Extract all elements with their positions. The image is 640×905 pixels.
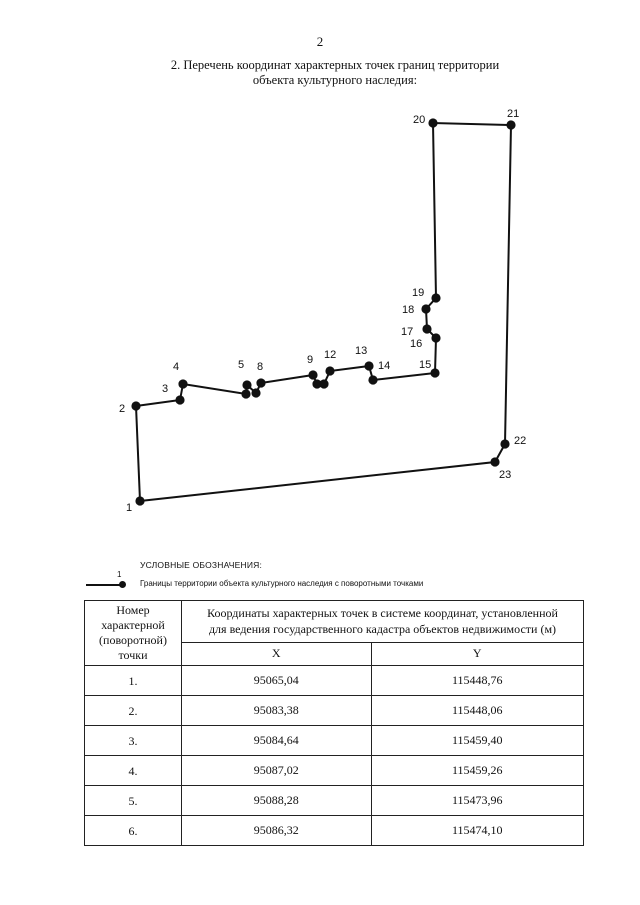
table-row: [85, 696, 584, 726]
turning-point: [431, 293, 440, 302]
cell-y: 115473,96: [371, 786, 583, 816]
table-row: [85, 816, 584, 846]
turning-point: [428, 118, 437, 127]
cell-x: 95088,28: [182, 786, 372, 816]
boundary-line: [136, 123, 511, 501]
turning-point: [325, 366, 334, 375]
turning-point: [431, 333, 440, 342]
cell-point-number: 4.: [85, 756, 182, 786]
turning-point: [506, 120, 515, 129]
cell-y: 115459,40: [371, 726, 583, 756]
point-label: 12: [324, 349, 337, 361]
turning-point: [256, 378, 265, 387]
point-label: 1: [126, 502, 133, 514]
cell-point-number: 6.: [85, 816, 182, 846]
legend-marker-number: 1: [117, 570, 122, 579]
turning-point: [422, 324, 431, 333]
cell-x: 95086,32: [182, 816, 372, 846]
turning-point: [241, 389, 250, 398]
page-number: 2: [316, 34, 324, 49]
point-label: 23: [499, 469, 512, 481]
point-label: 3: [162, 383, 169, 395]
point-label: 15: [419, 359, 432, 371]
turning-point: [319, 379, 328, 388]
turning-point: [490, 457, 499, 466]
turning-point: [430, 368, 439, 377]
point-label: 21: [507, 108, 520, 120]
legend-line-icon: [86, 584, 122, 586]
cell-x: 95084,64: [182, 726, 372, 756]
cell-point-number: 5.: [85, 786, 182, 816]
turning-point: [135, 496, 144, 505]
cell-point-number: 3.: [85, 726, 182, 756]
table-row: [85, 786, 584, 816]
header-y: Y: [371, 642, 583, 665]
table-row: [85, 726, 584, 756]
point-label: 19: [412, 287, 425, 299]
header-coordinates: Координаты характерных точек в системе координат, установленной для ведения государственного кадастра объектов недвижимости (м): [182, 601, 584, 643]
cell-y: 115448,06: [371, 696, 583, 726]
cell-y: 115474,10: [371, 816, 583, 846]
coordinates-table: [84, 600, 584, 846]
point-label: 4: [173, 361, 180, 373]
point-label: 14: [378, 360, 391, 372]
point-label: 9: [307, 354, 314, 366]
table-row: [85, 756, 584, 786]
cell-y: 115459,26: [371, 756, 583, 786]
cell-x: 95065,04: [182, 666, 372, 696]
point-label: 2: [119, 403, 126, 415]
point-label: 20: [413, 114, 426, 126]
turning-point: [364, 361, 373, 370]
point-label: 22: [514, 435, 527, 447]
point-label: 8: [257, 361, 264, 373]
legend-item: [84, 570, 584, 594]
turning-point: [175, 395, 184, 404]
point-labels: [119, 108, 526, 514]
header-x: X: [182, 642, 372, 665]
point-label: 16: [410, 338, 423, 350]
title-line-2: объекта культурного наследия:: [252, 73, 418, 87]
turning-point: [500, 439, 509, 448]
turning-point: [421, 304, 430, 313]
cell-y: 115448,76: [371, 666, 583, 696]
point-label: 5: [238, 359, 245, 371]
title-line-1: 2. Перечень координат характерных точек границ территории: [170, 58, 500, 72]
point-label: 13: [355, 345, 368, 357]
turning-points: [131, 118, 515, 505]
point-label: 17: [401, 326, 414, 338]
cell-point-number: 2.: [85, 696, 182, 726]
turning-point: [251, 388, 260, 397]
turning-point: [178, 379, 187, 388]
turning-point: [131, 401, 140, 410]
legend-title: УСЛОВНЫЕ ОБОЗНАЧЕНИЯ:: [140, 560, 263, 570]
turning-point: [368, 375, 377, 384]
point-label: 18: [402, 304, 415, 316]
cell-x: 95087,02: [182, 756, 372, 786]
table-row: [85, 666, 584, 696]
legend-description: Границы территории объекта культурного наследия с поворотными точками: [140, 579, 424, 588]
legend-point-icon: [119, 581, 126, 588]
header-point-number: Номер характерной (поворотной) точки: [85, 601, 182, 666]
cell-point-number: 1.: [85, 666, 182, 696]
cell-x: 95083,38: [182, 696, 372, 726]
turning-point: [242, 380, 251, 389]
turning-point: [308, 370, 317, 379]
